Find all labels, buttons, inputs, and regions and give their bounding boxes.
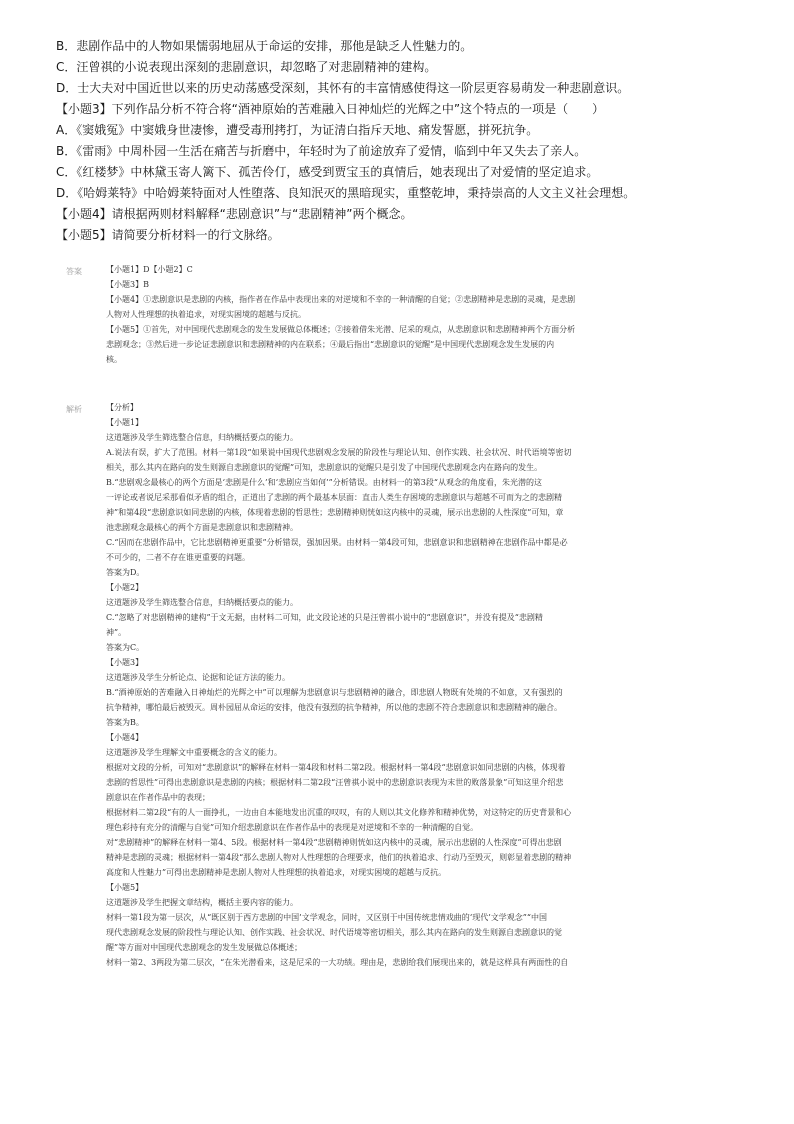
option-c-line: C．汪曾祺的小说表现出深刻的悲剧意识，却忽略了对悲剧精神的建构。	[56, 60, 437, 74]
answer-label: 答案	[66, 267, 82, 276]
analysis-line: A.说法有误，扩大了范围。材料一第1段“如果说中国现代悲剧观念发展的阶段性与理论认知、创作实践、社会状况、时代语境等密切	[106, 448, 572, 457]
analysis-line: 现代悲剧观念发展的阶段性与理论认知、创作实践、社会状况、时代语境等密切相关，那么其内在路向的发生则源自悲剧意识的觉	[106, 928, 562, 937]
analysis-line: 答案为B。	[106, 718, 144, 727]
answer-line: 【小题1】D【小题2】C	[106, 265, 193, 274]
analysis-line: 相关，那么其内在路向的发生则源自悲剧意识的觉醒”可知，悲剧意识的觉醒只是引发了中国现代悲剧观念内在路向的发生。	[106, 463, 543, 472]
analysis-line: 神”。	[106, 628, 127, 637]
analysis-line: 这道题涉及学生筛选整合信息，归纳概括要点的能力。	[106, 598, 298, 607]
analysis-line: 醒”等方面对中国现代悲剧观念的发生发展做总体概述；	[106, 943, 303, 952]
analysis-line: 抗争精神，哪怕最后被毁灭。周朴园屈从命运的安排，他没有强烈的抗争精神，所以他的悲剧不符合悲剧意识和悲剧精神的融合。	[106, 703, 562, 712]
analysis-line: 【小题1】	[106, 418, 144, 427]
analysis-line: 根据对文段的分析，可知对“悲剧意识”的解释在材料一第4段和材料二第2段。根据材料一第4段“悲剧意识如同悲剧的内核，体现着	[106, 763, 566, 772]
analysis-line: 精神是悲剧的灵魂；根据材料一第4段“那么悲剧人物对人性理想的合理要求，他们的执着追求、行动乃至毁灭，则彰显着悲剧的精神	[106, 853, 572, 862]
q3-option-c: C．《红楼梦》中林黛玉寄人篱下、孤苦伶仃，感受到贾宝玉的真情后，她表现出了对爱情的坚定追求。	[56, 165, 599, 179]
q3-option-d: D．《哈姆莱特》中哈姆莱特面对人性堕落、良知泯灭的黑暗现实，重整乾坤，秉持崇高的人文主义社会理想。	[56, 186, 636, 200]
analysis-line: 【小题4】	[106, 733, 144, 742]
analysis-line: B.“酒神原始的苦难融入日神灿烂的光辉之中”可以理解为悲剧意识与悲剧精神的融合，即悲剧人物既有处境的不如意，又有强烈的	[106, 688, 563, 697]
answer-line: 【小题5】①首先，对中国现代悲剧观念的发生发展做总体概述；②接着借朱光潜、尼采的观点，从悲剧意识和悲剧精神两个方面分析	[106, 325, 576, 334]
analysis-line: 一评论或者说尼采那看似矛盾的组合，正道出了悲剧的两个最基本层面：直击人类生存困境的悲剧意识与超越不可而为之的悲剧精	[106, 493, 562, 502]
analysis-line: B.“悲剧观念最核心的两个方面是‘悲剧是什么’和‘悲剧应当如何’”分析错误。由材料一的第3段“从观念的角度看，朱光潜的这	[106, 478, 542, 487]
analysis-line: 这道题涉及学生把握文章结构，概括主要内容的能力。	[106, 898, 298, 907]
answer-line: 【小题4】①悲剧意识是悲剧的内核，指作者在作品中表现出来的对逆境和不幸的一种清醒的自觉；②悲剧精神是悲剧的灵魂，是悲剧	[106, 295, 576, 304]
analysis-line: 高度和人性魅力”可得出悲剧精神是悲剧人物对人性理想的执着追求，对现实困境的超越与反抗。	[106, 868, 447, 877]
analysis-line: 这道题涉及学生分析论点、论据和论证方法的能力。	[106, 673, 290, 682]
analysis-line: 悲剧的哲思性”可得出悲剧意识是悲剧的内核；根据材料二第2段“汪曾祺小说中的悲剧意识表现为末世的败落景象”可知这里介绍悲	[106, 778, 564, 787]
question-3-stem: 【小题3】下列作品分析不符合将“酒神原始的苦难融入日神灿烂的光辉之中”这个特点的一项是（ ）	[56, 102, 605, 116]
answer-body	[106, 262, 746, 367]
analysis-line: 【小题3】	[106, 658, 144, 667]
answer-line: 人物对人性理想的执着追求，对现实困境的超越与反抗。	[106, 310, 306, 319]
answer-line: 【小题3】B	[106, 280, 149, 289]
analysis-label: 解析	[66, 405, 82, 414]
question-section	[56, 36, 756, 246]
q3-option-a: A．《窦娥冤》中窦娥身世凄惨，遭受毒刑拷打，为证清白指斥天地、痛发誓愿，拼死抗争。	[56, 123, 539, 137]
analysis-line: 【小题5】	[106, 883, 144, 892]
analysis-line: 材料一第1段为第一层次，从“既区别于西方悲剧的中国’文学观念，同时，又区别于中国传统悲情戏曲的‘现代’文学观念”“中国	[106, 913, 547, 922]
analysis-line: 池悲剧观念最核心的两个方面是悲剧意识和悲剧精神。	[106, 523, 298, 532]
analysis-line	[106, 970, 746, 985]
analysis-line: 答案为D。	[106, 568, 145, 577]
analysis-line: C.“因而在悲剧作品中，它比悲剧精神更重要”分析错误，强加因果。由材料一第4段可知，悲剧意识和悲剧精神在悲剧作品中都是必	[106, 538, 568, 547]
analysis-line: 这道题涉及学生筛选整合信息，归纳概括要点的能力。	[106, 433, 298, 442]
analysis-line: 对“悲剧精神”的解释在材料一第4、5段。根据材料一第4段“悲剧精神则恍如这内核中的灵魂，展示出悲剧的人性深度”可得出悲剧	[106, 838, 562, 847]
q3-option-b: B．《雷雨》中周朴园一生活在痛苦与折磨中，年轻时为了前途放弃了爱情，临到中年又失去了亲人。	[56, 144, 587, 158]
analysis-line: 剧意识在作者作品中的表现；	[106, 793, 210, 802]
analysis-line: 理色彩持有充分的清醒与自觉”可知介绍悲剧意识在作者作品中的表现是对逆境和不幸的一种清醒的自觉。	[106, 823, 479, 832]
analysis-line: 材料一第2、3两段为第二层次，“在朱光潜看来，这是尼采的一大功绩。理由是，悲剧给我们展现出来的，就是这样具有两面性的自	[106, 958, 569, 967]
answer-line: 核。	[106, 355, 122, 364]
question-4-stem: 【小题4】请根据两则材料解释“悲剧意识”与“悲剧精神”两个概念。	[56, 207, 413, 221]
analysis-body	[106, 400, 746, 985]
analysis-line: 不可少的，二者不存在谁更重要的问题。	[106, 553, 250, 562]
analysis-line: 答案为C。	[106, 643, 145, 652]
analysis-line: 根据材料二第2段“有的人一面挣扎，一边由自本能地发出沉重的叹叹，有的人则以其文化修养和精神优势，对这特定的历史背景和心	[106, 808, 572, 817]
answer-line: 悲剧观念；③然后进一步论证悲剧意识和悲剧精神的内在联系；④最后指出“悲剧意识的觉醒”是中国现代悲剧观念发生发展的内	[106, 340, 555, 349]
option-b-line: B．悲剧作品中的人物如果懦弱地屈从于命运的安排，那他是缺乏人性魅力的。	[56, 39, 473, 53]
analysis-line: C.“忽略了对悲剧精神的建构”于文无据，由材料二可知，此文段论述的只是汪曾祺小说中的“悲剧意识”，并没有提及“悲剧精	[106, 613, 543, 622]
analysis-line: 【分析】	[106, 403, 138, 412]
option-d-line: D．士大夫对中国近世以来的历史动荡感受深刻，其怀有的丰富情感使得这一阶层更容易萌发一种悲剧意识。	[56, 81, 630, 95]
question-5-stem: 【小题5】请简要分析材料一的行文脉络。	[56, 228, 280, 242]
analysis-line: 【小题2】	[106, 583, 144, 592]
analysis-line: 这道题涉及学生理解文中重要概念的含义的能力。	[106, 748, 282, 757]
analysis-line: 神”和第4段“悲剧意识如同悲剧的内核，体现着悲剧的哲思性；悲剧精神则恍如这内核中的灵魂，展示出悲剧的人性深度”可知，章	[106, 508, 564, 517]
